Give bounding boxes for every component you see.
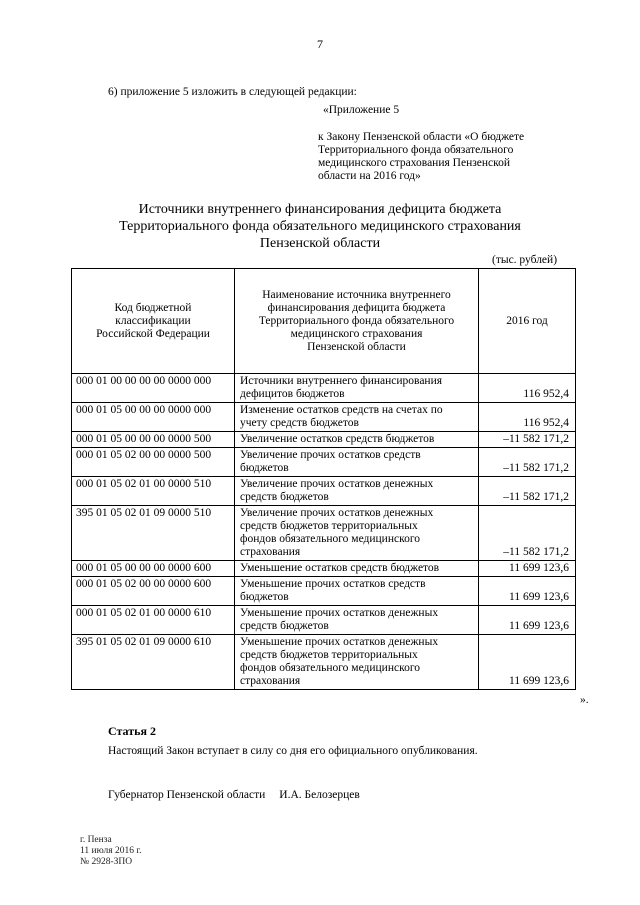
footer-law-number: № 2928-ЗПО: [80, 857, 133, 867]
row-code: 000 01 05 02 00 00 0000 500: [72, 448, 235, 477]
header-name: [235, 269, 479, 374]
units-label: (тыс. рублей): [492, 254, 558, 266]
row-code: 395 01 05 02 01 09 0000 610: [72, 635, 235, 690]
header-year: 2016 год: [479, 269, 576, 374]
table-row: [72, 606, 576, 635]
row-value: 116 952,4: [479, 374, 576, 403]
row-name-line: Уменьшение остатков средств бюджетов: [240, 562, 440, 574]
row-name-line: страхования: [240, 546, 301, 558]
document-title: [60, 201, 580, 252]
row-code: 000 01 05 00 00 00 0000 600: [72, 561, 235, 577]
header-code-line: классификации: [115, 314, 191, 327]
row-name: [235, 606, 479, 635]
document-title-line: Территориального фонда обязательного медицинского страхования: [119, 219, 521, 234]
row-name-line: дефицитов бюджетов: [240, 388, 345, 400]
row-name-line: средств бюджетов территориальных: [240, 520, 418, 532]
row-name: [235, 506, 479, 561]
row-code: 000 01 05 02 00 00 0000 600: [72, 577, 235, 606]
row-name-line: средств бюджетов территориальных: [240, 649, 418, 661]
row-value: 11 699 123,6: [479, 561, 576, 577]
row-name: [235, 403, 479, 432]
row-value: –11 582 171,2: [479, 432, 576, 448]
governor-name: И.А. Белозерцев: [279, 789, 360, 801]
row-value: 11 699 123,6: [479, 577, 576, 606]
row-name-line: Увеличение прочих остатков денежных: [240, 507, 434, 519]
row-code: 000 01 00 00 00 00 0000 000: [72, 374, 235, 403]
footer-city: г. Пенза: [80, 835, 112, 845]
row-name: [235, 577, 479, 606]
document-title-line: Пензенской области: [259, 236, 381, 251]
appendix-ref-line: к Закону Пензенской области «О бюджете: [318, 131, 525, 143]
financing-sources-table: [71, 268, 576, 690]
row-name: [235, 635, 479, 690]
table-row: [72, 506, 576, 561]
table-row: [72, 635, 576, 690]
row-name: [235, 374, 479, 403]
appendix-ref-line: области на 2016 год»: [318, 170, 421, 182]
row-code: 000 01 05 00 00 00 0000 500: [72, 432, 235, 448]
table-row: [72, 561, 576, 577]
row-value: –11 582 171,2: [479, 477, 576, 506]
row-code: 000 01 05 02 01 00 0000 510: [72, 477, 235, 506]
article-text: Настоящий Закон вступает в силу со дня его официального опубликования.: [108, 745, 478, 757]
row-value: 11 699 123,6: [479, 635, 576, 690]
row-value: –11 582 171,2: [479, 506, 576, 561]
row-name-line: Уменьшение прочих остатков денежных: [240, 607, 439, 619]
table-row: [72, 374, 576, 403]
row-name-line: Изменение остатков средств на счетах по: [240, 404, 443, 416]
footer-place-date: [80, 835, 142, 868]
row-name: [235, 448, 479, 477]
row-name: [235, 561, 479, 577]
row-value: –11 582 171,2: [479, 448, 576, 477]
row-name-line: бюджетов: [240, 462, 289, 474]
header-name-line: Территориального фонда обязательного: [258, 314, 455, 327]
row-name-line: учету средств бюджетов: [240, 417, 359, 429]
header-name-line: финансирования дефицита бюджета: [267, 301, 446, 314]
row-value: 11 699 123,6: [479, 606, 576, 635]
appendix-ref-line: Территориального фонда обязательного: [318, 144, 514, 156]
footer-date: 11 июля 2016 г.: [80, 846, 142, 856]
row-name-line: Уменьшение прочих остатков денежных: [240, 636, 439, 648]
document-title-line: Источники внутреннего финансирования дефицита бюджета: [138, 202, 502, 217]
row-name-line: Источники внутреннего финансирования: [240, 375, 443, 387]
header-code: [72, 269, 235, 374]
row-name-line: средств бюджетов: [240, 491, 329, 503]
row-name-line: Увеличение остатков средств бюджетов: [240, 433, 435, 445]
row-name-line: фондов обязательного медицинского: [240, 662, 421, 674]
amendment-intro: 6) приложение 5 изложить в следующей редакции:: [108, 86, 357, 98]
row-name: [235, 432, 479, 448]
governor-title: Губернатор Пензенской области: [108, 789, 266, 801]
article-heading: Статья 2: [108, 724, 156, 738]
header-name-line: Наименование источника внутреннего: [262, 288, 451, 301]
row-value: 116 952,4: [479, 403, 576, 432]
row-name-line: страхования: [240, 675, 301, 687]
row-name-line: средств бюджетов: [240, 620, 329, 632]
row-code: 000 01 05 02 01 00 0000 610: [72, 606, 235, 635]
table-row: [72, 432, 576, 448]
row-code: 000 01 05 00 00 00 0000 000: [72, 403, 235, 432]
row-name-line: фондов обязательного медицинского: [240, 533, 421, 545]
row-name-line: Уменьшение прочих остатков средств: [240, 578, 426, 590]
row-name-line: Увеличение прочих остатков денежных: [240, 478, 434, 490]
page-number: 7: [317, 37, 323, 51]
table-row: [72, 448, 576, 477]
closing-quote-mark: ».: [580, 694, 589, 706]
row-name-line: бюджетов: [240, 591, 289, 603]
header-name-line: медицинского страхования: [290, 327, 423, 340]
header-code-line: Код бюджетной: [114, 301, 192, 314]
table-header-row: [72, 269, 576, 374]
table-row: [72, 477, 576, 506]
table-row: [72, 577, 576, 606]
appendix-ref-line: медицинского страхования Пензенской: [318, 157, 511, 169]
header-name-line: Пензенской области: [307, 340, 406, 353]
row-name: [235, 477, 479, 506]
appendix-title: «Приложение 5: [323, 104, 400, 116]
governor-signature-line: [108, 789, 360, 802]
row-code: 395 01 05 02 01 09 0000 510: [72, 506, 235, 561]
table-row: [72, 403, 576, 432]
row-name-line: Увеличение прочих остатков средств: [240, 449, 421, 461]
header-code-line: Российской Федерации: [96, 327, 210, 340]
appendix-reference: [318, 131, 568, 183]
